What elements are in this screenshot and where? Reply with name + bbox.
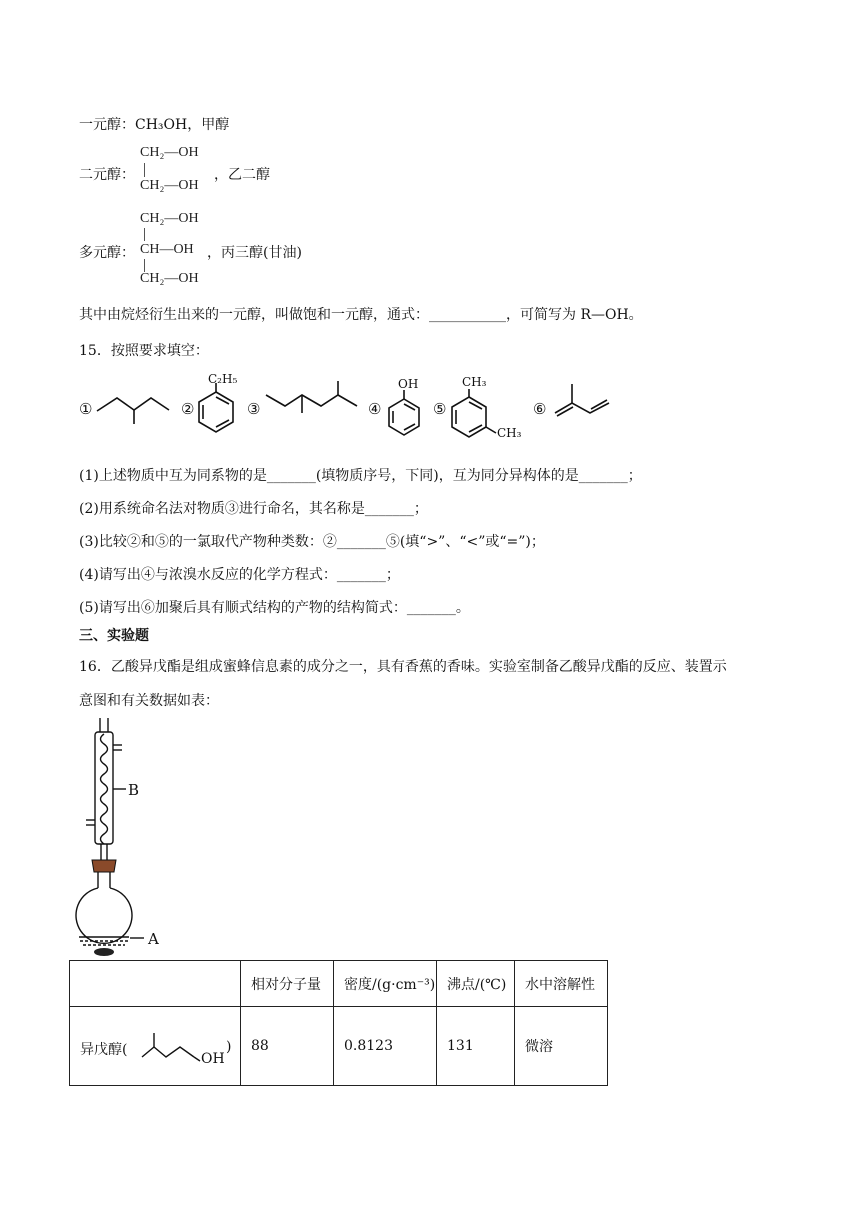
label-b: B	[128, 781, 140, 799]
q15-part-3: (3)比较②和⑤的一氯取代产物种类数：②_______⑤(填“>”、“<”或“=”)；	[79, 534, 545, 550]
mono-label: 一元醇：	[79, 117, 135, 133]
poly-row2: CH—OH	[140, 242, 194, 257]
di-label: 二元醇：	[79, 167, 135, 183]
row-name-suffix: )	[226, 1039, 232, 1055]
ch3-bottom-label: CH₃	[497, 426, 522, 440]
marker-4: ④	[368, 400, 382, 418]
structure-diagrams	[0, 370, 860, 445]
row-solubility: 微溶	[515, 1007, 608, 1086]
mono-formula: CH₃OH，甲醇	[135, 117, 230, 133]
poly-row3: CH₂—OH	[140, 271, 199, 286]
label-a: A	[148, 930, 159, 948]
ch3-top-label: CH₃	[462, 375, 487, 389]
table-header-density: 密度/(g·cm⁻³)	[334, 961, 437, 1007]
poly-name: ，丙三醇(甘油)	[207, 245, 302, 261]
boiling-chips	[94, 948, 114, 956]
ethyl-label: C₂H₅	[208, 372, 238, 386]
table-header-solubility: 水中溶解性	[515, 961, 608, 1007]
di-row1: CH₂—OH	[140, 145, 199, 160]
struct-3-chain	[266, 395, 357, 406]
row-name-oh: OH	[201, 1051, 225, 1067]
struct-6-chain	[555, 403, 609, 413]
monohydric-alcohol-line	[79, 114, 229, 134]
struct-1-chain	[97, 398, 169, 411]
data-table	[69, 960, 608, 1086]
row-bp: 131	[437, 1007, 515, 1086]
reflux-apparatus-diagram	[70, 712, 180, 962]
table-header-empty	[70, 961, 241, 1007]
row-density: 0.8123	[334, 1007, 437, 1086]
row-mw: 88	[241, 1007, 334, 1086]
q16-line-1: 16．乙酸异戊酯是组成蜜蜂信息素的成分之一，具有香蕉的香味。实验室制备乙酸异戊酯的反应、装置示	[79, 659, 727, 675]
table-header-bp: 沸点/(℃)	[437, 961, 515, 1007]
row-name-cell	[70, 1007, 241, 1086]
marker-3: ③	[247, 400, 261, 418]
table-row	[70, 1007, 608, 1086]
q15-part-5: (5)请写出⑥加聚后具有顺式结构的产物的结构简式：_______。	[79, 600, 470, 616]
q15-part-2: (2)用系统命名法对物质③进行命名，其名称是_______；	[79, 501, 428, 517]
table-header-row	[70, 961, 608, 1007]
row-name-prefix: 异戊醇(	[80, 1042, 128, 1058]
condenser-coil	[101, 734, 108, 844]
struct-2-ring	[199, 392, 233, 432]
section-heading: 三、实验题	[79, 628, 149, 644]
general-formula-text: 其中由烷烃衍生出来的一元醇，叫做饱和一元醇，通式：___________，可简写为 R—OH。	[79, 307, 643, 323]
table-header-mw: 相对分子量	[241, 961, 334, 1007]
marker-6: ⑥	[533, 400, 547, 418]
di-row2: CH₂—OH	[140, 178, 199, 193]
marker-5: ⑤	[433, 400, 447, 418]
q15-part-4: (4)请写出④与浓溴水反应的化学方程式：_______；	[79, 567, 400, 583]
di-bond	[144, 163, 145, 177]
flask-body	[76, 888, 132, 943]
poly-bond-1	[144, 228, 145, 241]
struct-5-ring	[452, 397, 486, 437]
marker-2: ②	[181, 400, 195, 418]
oh-label: OH	[398, 377, 419, 391]
q15-stem: 15．按照要求填空：	[79, 343, 209, 359]
q16-line-2: 意图和有关数据如表：	[79, 693, 219, 709]
stopper	[92, 860, 116, 872]
q15-part-1: (1)上述物质中互为同系物的是_______(填物质序号，下同)，互为同分异构体的是_______；	[79, 468, 642, 484]
marker-1: ①	[79, 400, 93, 418]
di-name: ，乙二醇	[214, 167, 270, 183]
poly-label: 多元醇：	[79, 245, 135, 261]
poly-row1: CH₂—OH	[140, 211, 199, 226]
